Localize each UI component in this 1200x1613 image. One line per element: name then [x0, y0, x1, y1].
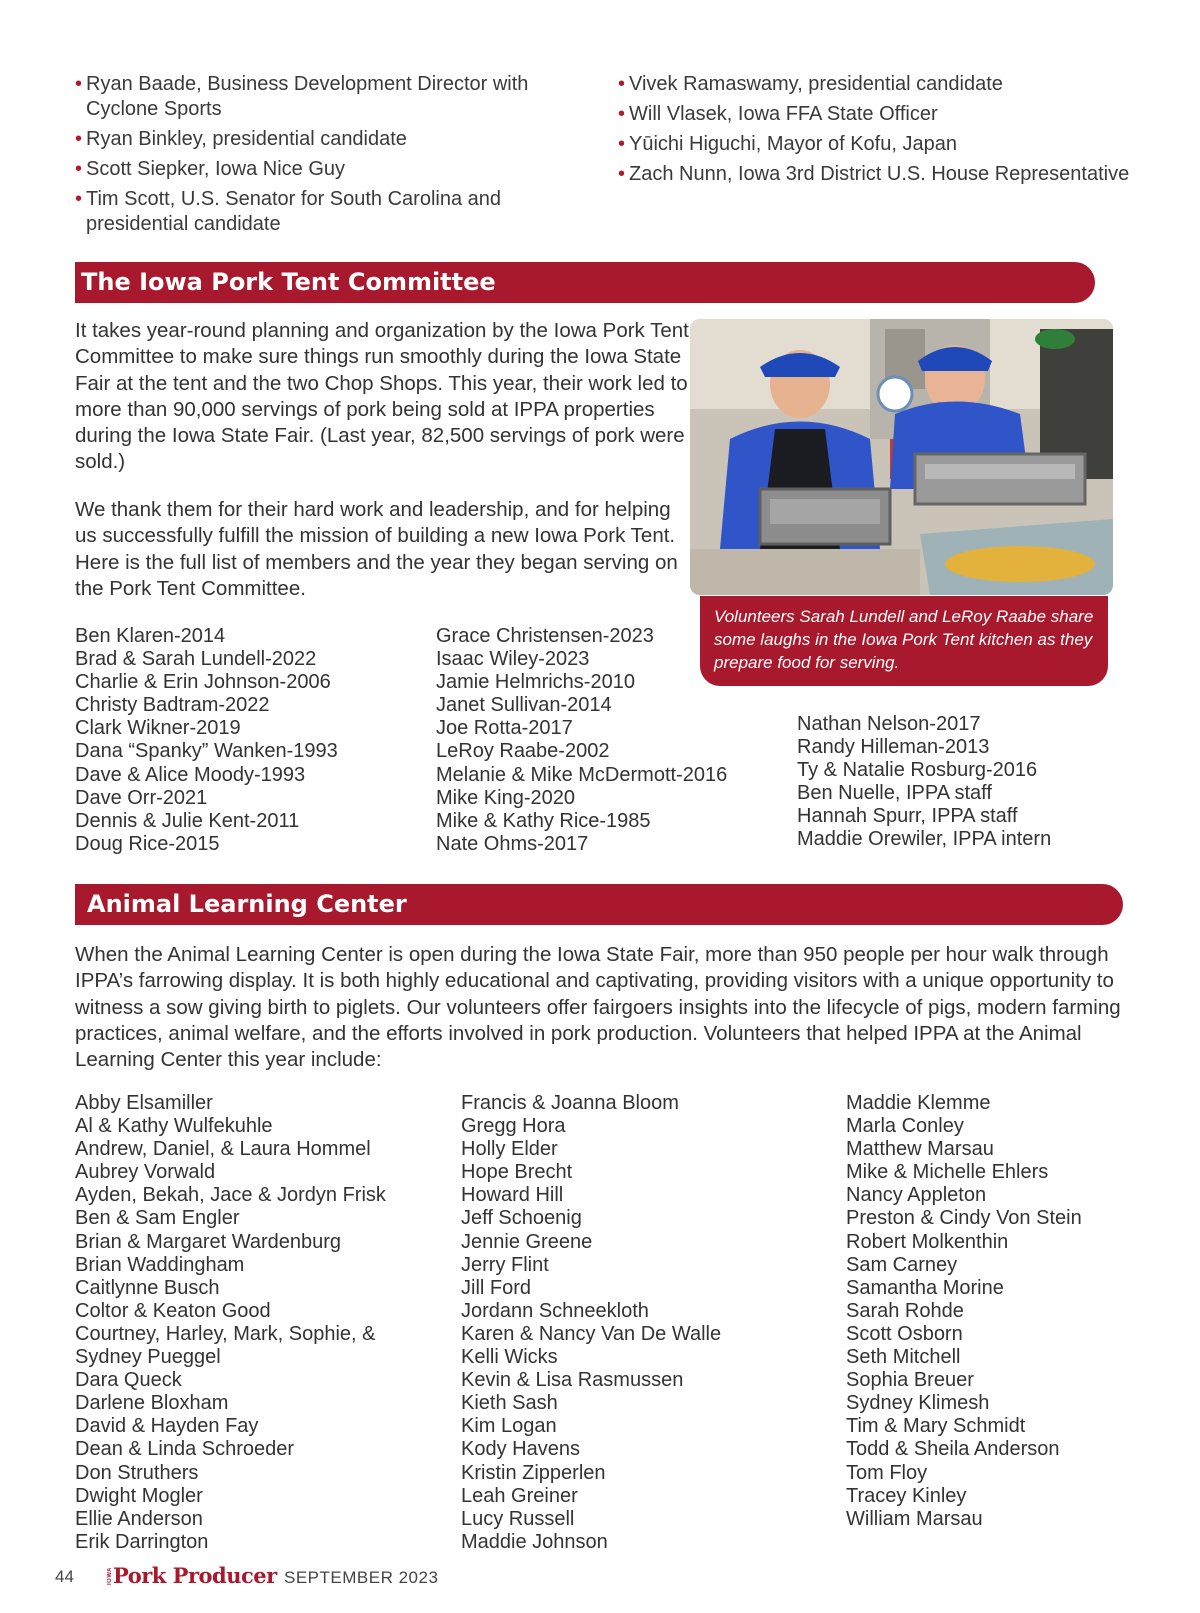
list-item: Aubrey Vorwald [75, 1161, 216, 1184]
list-item: Randy Hilleman-2013 [797, 736, 990, 759]
list-item: Joe Rotta-2017 [436, 717, 573, 740]
list-item: Doug Rice-2015 [75, 832, 220, 855]
list-item: Dave & Alice Moody-1993 [75, 763, 306, 786]
animal-learning-center-paragraph: When the Animal Learning Center is open during the Iowa State Fair, more than 950 people per hour walk through IPPA’s farrowing display. It is both highly educational and captivating, providing visitors with a unique opportunity to witness a sow giving birth to piglets. Our volunteers offer fairgoers insights into the lifecycle of pigs, modern farming practices, animal welfare, and the efforts involved in pork production. Volunteers that helped IPPA at the Animal Learning Center this year include: [75, 943, 1121, 1072]
list-item: Melanie & Mike McDermott-2016 [436, 763, 728, 786]
list-item: Preston & Cindy Von Stein [846, 1207, 1082, 1230]
list-item: • Vivek Ramaswamy, presidential candidate [618, 72, 1178, 97]
list-item: Christy Badtram-2022 [75, 694, 270, 717]
list-item: Nancy Appleton [846, 1184, 987, 1207]
issue-date: SEPTEMBER 2023 [284, 1568, 439, 1587]
list-item: Kelli Wicks [461, 1346, 558, 1369]
list-item: Charlie & Erin Johnson-2006 [75, 671, 331, 694]
list-item: Maddie Klemme [846, 1092, 991, 1114]
list-item: Howard Hill [461, 1184, 564, 1207]
list-item: • Zach Nunn, Iowa 3rd District U.S. House Representative [618, 162, 1178, 187]
list-item: Dave Orr-2021 [75, 786, 208, 809]
list-item: LeRoy Raabe-2002 [436, 740, 610, 763]
list-item: • Tim Scott, U.S. Senator for South Carolina and presidential candidate [75, 187, 545, 237]
list-item: Ben & Sam Engler [75, 1207, 240, 1230]
list-item: Hannah Spurr, IPPA staff [797, 805, 1018, 828]
page-number: 44 [55, 1567, 74, 1586]
list-item: Grace Christensen-2023 [436, 625, 654, 647]
list-item: Samantha Morine [846, 1276, 1004, 1299]
logo-iowa-text: IOWA [107, 1566, 113, 1585]
list-item: Scott Osborn [846, 1322, 963, 1345]
list-item: Dara Queck [75, 1369, 182, 1392]
list-item: Coltor & Keaton Good [75, 1299, 271, 1322]
list-item: Tom Floy [846, 1461, 928, 1484]
list-item: Maddie Orewiler, IPPA intern [797, 828, 1052, 851]
list-item: • Will Vlasek, Iowa FFA State Officer [618, 102, 1178, 127]
list-item: Leah Greiner [461, 1484, 578, 1507]
list-item: Sarah Rohde [846, 1299, 964, 1322]
list-item: Sydney Klimesh [846, 1392, 990, 1415]
alc-volunteers-col-3 [846, 1092, 1082, 1531]
list-item: Ty & Natalie Rosburg-2016 [797, 759, 1038, 782]
list-item: Lucy Russell [461, 1507, 575, 1530]
list-item: Brian Waddingham [75, 1253, 245, 1276]
pork-tent-thanks-paragraph: We thank them for their hard work and leadership, and for helping us successfully fulfill the mission of building a new Iowa Pork Tent. Here is the full list of members and the year they began serving on the Pork Tent Committee. [75, 498, 678, 600]
list-item: Marla Conley [846, 1115, 964, 1138]
list-item: David & Hayden Fay [75, 1415, 259, 1438]
magazine-logo [107, 1563, 277, 1588]
list-item: • Scott Siepker, Iowa Nice Guy [75, 157, 545, 182]
speaker-list-left [75, 72, 545, 242]
list-item: Darlene Bloxham [75, 1392, 229, 1415]
photo-caption: Volunteers Sarah Lundell and LeRoy Raabe share some laughs in the Iowa Pork Tent kitchen as they prepare food for serving. [700, 596, 1108, 686]
alc-volunteers-col-2 [461, 1092, 721, 1554]
alc-volunteers-col-1 [75, 1092, 386, 1554]
list-item: Hope Brecht [461, 1161, 573, 1184]
committee-members-col-2 [436, 625, 727, 856]
committee-members-col-3 [797, 713, 1051, 852]
list-item: Todd & Sheila Anderson [846, 1438, 1060, 1461]
list-item: Sydney Pueggel [75, 1346, 221, 1369]
list-item: Kevin & Lisa Rasmussen [461, 1369, 684, 1392]
list-item: Caitlynne Busch [75, 1276, 220, 1299]
list-item: • Ryan Baade, Business Development Director with Cyclone Sports [75, 72, 545, 122]
list-item: Holly Elder [461, 1138, 558, 1161]
list-item: Mike & Kathy Rice-1985 [436, 809, 651, 832]
list-item: Erik Darrington [75, 1530, 209, 1553]
list-item: Jeff Schoenig [461, 1207, 582, 1230]
logo-brand-text: Pork Producer [113, 1563, 277, 1588]
list-item: Dana “Spanky” Wanken-1993 [75, 740, 338, 763]
list-item: Gregg Hora [461, 1115, 566, 1138]
list-item: Matthew Marsau [846, 1138, 994, 1161]
list-item: Nate Ohms-2017 [436, 832, 589, 855]
list-item: Tracey Kinley [846, 1484, 967, 1507]
list-item: • Yūichi Higuchi, Mayor of Kofu, Japan [618, 132, 1178, 157]
list-item: Brad & Sarah Lundell-2022 [75, 648, 317, 671]
list-item: Al & Kathy Wulfekuhle [75, 1115, 273, 1138]
list-item: Ben Nuelle, IPPA staff [797, 782, 992, 805]
list-item: Clark Wikner-2019 [75, 717, 241, 740]
speaker-list-right [618, 72, 1178, 192]
list-item: Francis & Joanna Bloom [461, 1092, 679, 1114]
list-item: Nathan Nelson-2017 [797, 713, 981, 735]
list-item: Jordann Schneekloth [461, 1299, 649, 1322]
list-item: Robert Molkenthin [846, 1230, 1009, 1253]
pork-tent-intro-paragraph: It takes year-round planning and organization by the Iowa Pork Tent Committee to make sure things run smoothly during the Iowa State Fair at the tent and the two Chop Shops. This year, their work led to more than 90,000 servings of pork being sold at IPPA properties during the Iowa State Fair. (Last year, 82,500 servings of pork were sold.) [75, 319, 689, 474]
list-item: • Ryan Binkley, presidential candidate [75, 127, 545, 152]
pork-tent-committee-heading: The Iowa Pork Tent Committee [75, 262, 1095, 303]
list-item: Janet Sullivan-2014 [436, 694, 612, 717]
list-item: Isaac Wiley-2023 [436, 648, 590, 671]
list-item: Brian & Margaret Wardenburg [75, 1230, 342, 1253]
list-item: Courtney, Harley, Mark, Sophie, & [75, 1322, 376, 1345]
animal-learning-center-heading: Animal Learning Center [75, 884, 1123, 925]
list-item: Jennie Greene [461, 1230, 593, 1253]
list-item: Sam Carney [846, 1253, 958, 1276]
committee-members-col-1 [75, 625, 338, 856]
list-item: Seth Mitchell [846, 1346, 961, 1369]
list-item: Mike & Michelle Ehlers [846, 1161, 1049, 1184]
list-item: Ayden, Bekah, Jace & Jordyn Frisk [75, 1184, 386, 1207]
list-item: Ben Klaren-2014 [75, 625, 226, 647]
list-item: Jill Ford [461, 1276, 532, 1299]
list-item: Kim Logan [461, 1415, 557, 1438]
list-item: Kody Havens [461, 1438, 580, 1461]
list-item: Jerry Flint [461, 1253, 549, 1276]
volunteers-kitchen-photo [690, 319, 1113, 595]
list-item: Ellie Anderson [75, 1507, 203, 1530]
list-item: Don Struthers [75, 1461, 199, 1484]
list-item: Andrew, Daniel, & Laura Hommel [75, 1138, 371, 1161]
list-item: Tim & Mary Schmidt [846, 1415, 1026, 1438]
list-item: William Marsau [846, 1507, 983, 1530]
list-item: Maddie Johnson [461, 1530, 608, 1553]
list-item: Karen & Nancy Van De Walle [461, 1322, 722, 1345]
list-item: Dwight Mogler [75, 1484, 203, 1507]
list-item: Mike King-2020 [436, 786, 575, 809]
list-item: Kristin Zipperlen [461, 1461, 606, 1484]
list-item: Sophia Breuer [846, 1369, 974, 1392]
list-item: Dean & Linda Schroeder [75, 1438, 295, 1461]
list-item: Abby Elsamiller [75, 1092, 213, 1114]
list-item: Kieth Sash [461, 1392, 558, 1415]
list-item: Dennis & Julie Kent-2011 [75, 809, 300, 832]
list-item: Jamie Helmrichs-2010 [436, 671, 635, 694]
